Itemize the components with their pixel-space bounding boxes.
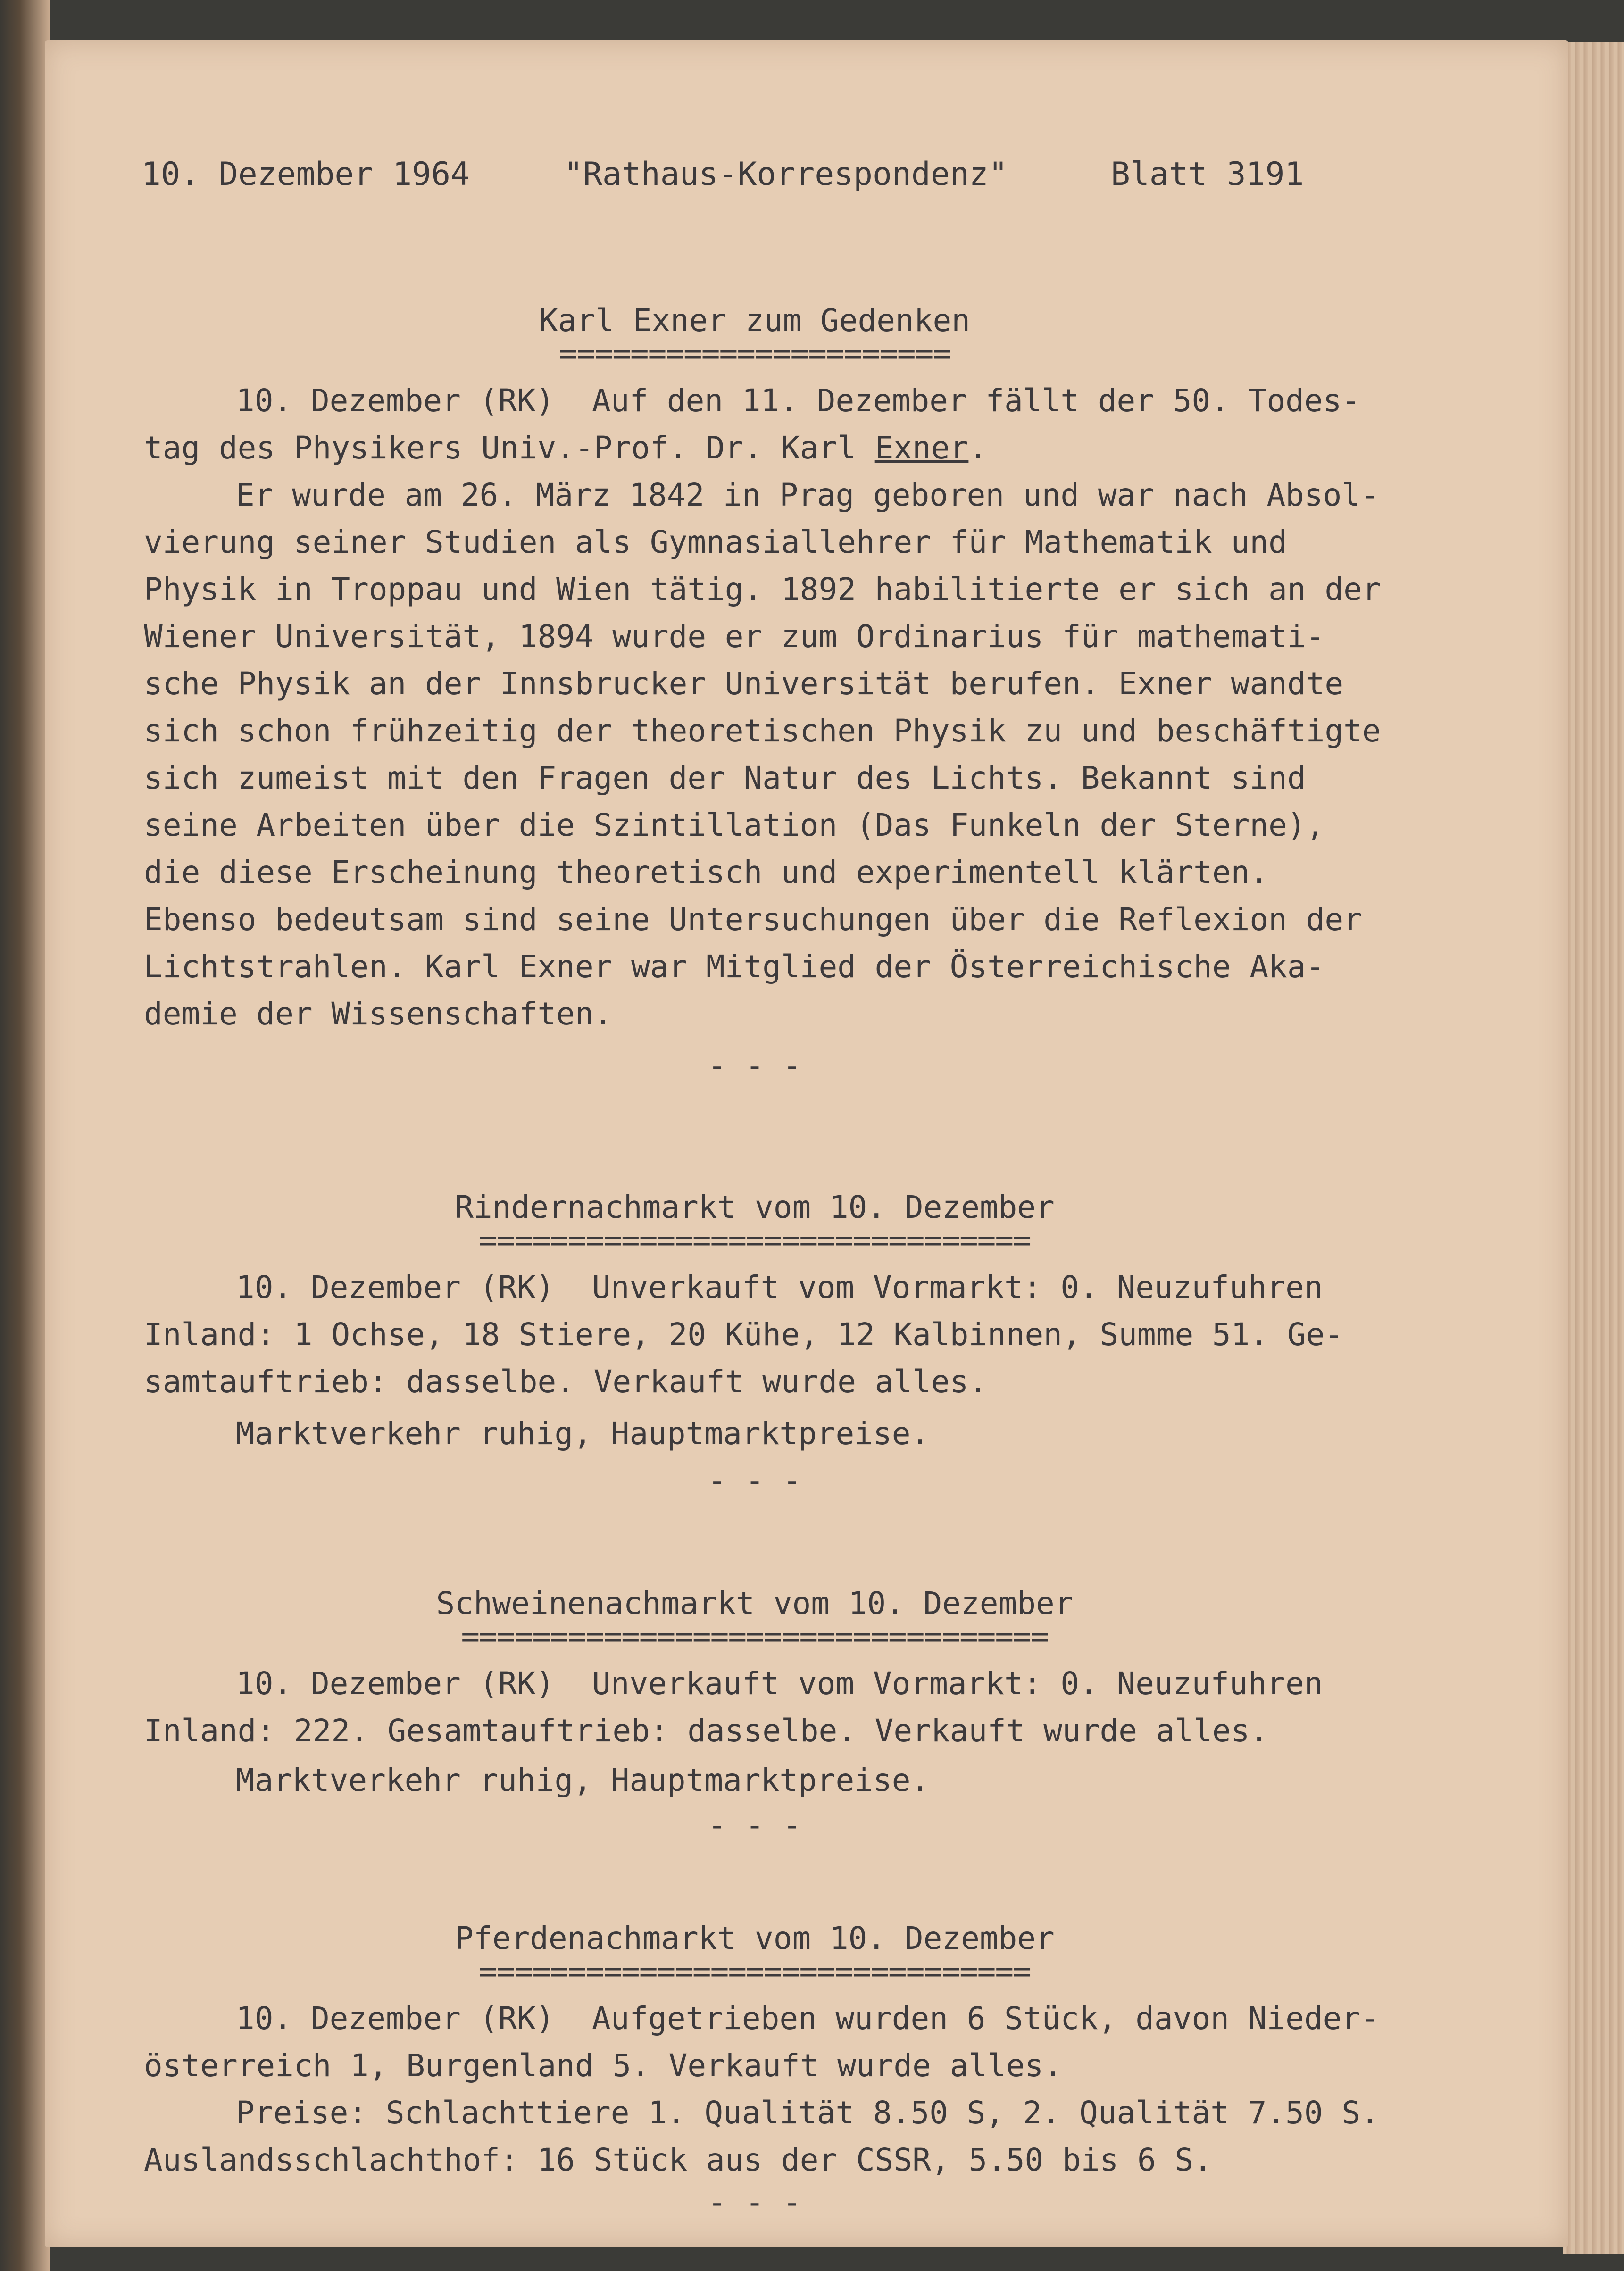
header-date: 10. Dezember 1964 xyxy=(142,156,470,193)
page-stack-edges xyxy=(1563,42,1624,2254)
title-rule: ====================== xyxy=(558,335,951,372)
text-line: Inland: 1 Ochse, 18 Stiere, 20 Kühe, 12 Kalbinnen, Summe 51. Ge- xyxy=(144,1316,1344,1353)
header-publication: "Rathaus-Korrespondenz" xyxy=(564,156,1008,193)
article-title-schweine: Schweinenachmarkt vom 10. Dezember xyxy=(436,1585,1074,1622)
article-title-rinder: Rindernachmarkt vom 10. Dezember xyxy=(455,1189,1055,1225)
text-line: österreich 1, Burgenland 5. Verkauft wurde alles. xyxy=(144,2047,1063,2084)
text-line: 10. Dezember (RK) Unverkauft vom Vormarkt: 0. Neuzufuhren xyxy=(236,1665,1323,1702)
text-line: 10. Dezember (RK) Unverkauft vom Vormarkt: 0. Neuzufuhren xyxy=(236,1269,1323,1306)
text-line: Inland: 222. Gesamtauftrieb: dasselbe. Verkauft wurde alles. xyxy=(144,1713,1269,1749)
text-line: Marktverkehr ruhig, Hauptmarktpreise. xyxy=(236,1415,930,1452)
text-line: Marktverkehr ruhig, Hauptmarktpreise. xyxy=(236,1762,930,1798)
header-sheet-number: Blatt 3191 xyxy=(1111,156,1304,193)
article-title-pferde: Pferdenachmarkt vom 10. Dezember xyxy=(455,1920,1055,1956)
text-line: 10. Dezember (RK) Auf den 11. Dezember fällt der 50. Todes- xyxy=(236,383,1361,419)
text-line: samtauftrieb: dasselbe. Verkauft wurde alles. xyxy=(144,1364,988,1400)
title-rule: ================================= xyxy=(461,1618,1049,1655)
text-line: 10. Dezember (RK) Aufgetrieben wurden 6 Stück, davon Nieder- xyxy=(236,2000,1379,2037)
text-line: die diese Erscheinung theoretisch und experimentell klärten. xyxy=(144,854,1269,890)
text-line: sche Physik an der Innsbrucker Universität berufen. Exner wandte xyxy=(144,665,1344,702)
text-line: Er wurde am 26. März 1842 in Prag geboren und war nach Absol- xyxy=(236,477,1379,513)
section-separator: - - - xyxy=(708,1807,802,1843)
text-line: sich zumeist mit den Fragen der Natur des Lichts. Bekannt sind xyxy=(144,760,1306,796)
text-line: demie der Wissenschaften. xyxy=(144,996,613,1032)
text-line: Physik in Troppau und Wien tätig. 1892 habilitierte er sich an der xyxy=(144,571,1381,607)
section-separator: - - - xyxy=(708,2184,802,2221)
text-line: Lichtstrahlen. Karl Exner war Mitglied der Österreichische Aka- xyxy=(144,948,1325,985)
text-line: Wiener Universität, 1894 wurde er zum Ordinarius für mathemati- xyxy=(144,618,1325,655)
text-line: Auslandsschlachthof: 16 Stück aus der CSSR, 5.50 bis 6 S. xyxy=(144,2142,1212,2178)
text-line: Ebenso bedeutsam sind seine Untersuchungen über die Reflexion der xyxy=(144,901,1362,938)
text-line: seine Arbeiten über die Szintillation (Das Funkeln der Sterne), xyxy=(144,807,1325,843)
section-separator: - - - xyxy=(708,1463,802,1499)
book-binding-edge xyxy=(0,0,50,2271)
title-rule: =============================== xyxy=(479,1222,1031,1258)
title-rule: =============================== xyxy=(479,1953,1031,1989)
text-line: sich schon frühzeitig der theoretischen Physik zu und beschäftigte xyxy=(144,713,1381,749)
section-separator: - - - xyxy=(708,1048,802,1084)
underlined-name: Exner xyxy=(874,430,969,466)
text-line: tag des Physikers Univ.-Prof. Dr. Karl Exner. xyxy=(144,430,988,466)
article-title-exner: Karl Exner zum Gedenken xyxy=(539,302,970,339)
text-line: Preise: Schlachttiere 1. Qualität 8.50 S, 2. Qualität 7.50 S. xyxy=(236,2095,1379,2131)
text-line: vierung seiner Studien als Gymnasiallehrer für Mathematik und xyxy=(144,524,1287,560)
